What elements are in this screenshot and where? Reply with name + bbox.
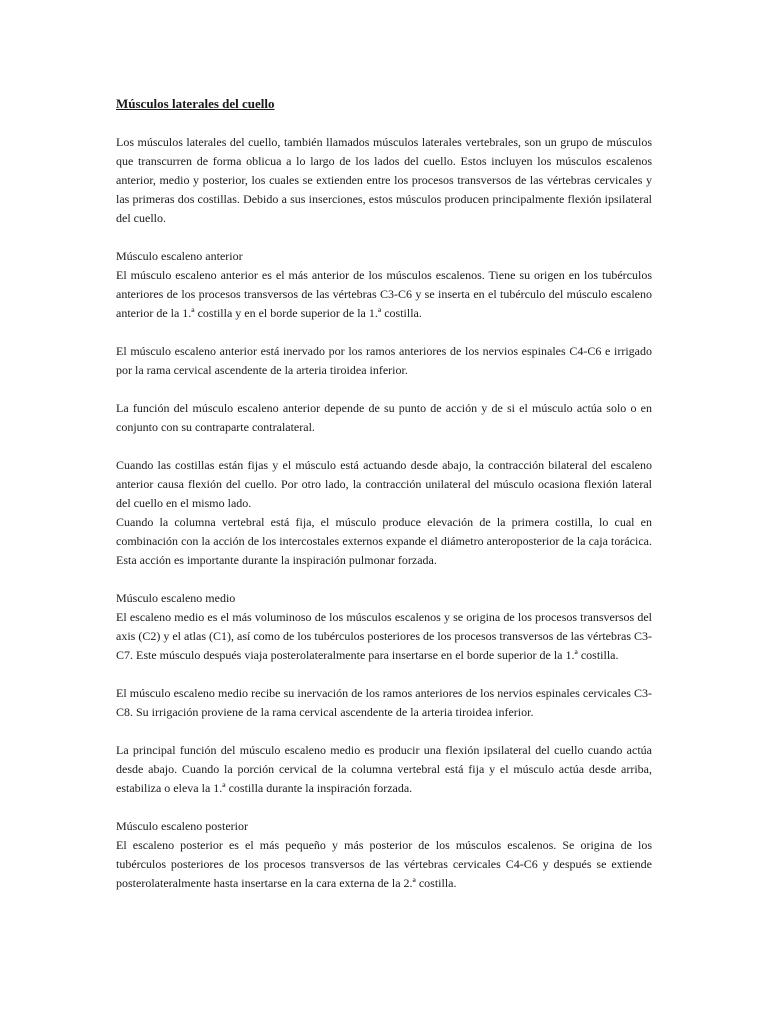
anterior-paragraph-3: La función del músculo escaleno anterior depende de su punto de acción y de si el músculo actúa solo o en conjunto con su contraparte contralateral. [116, 401, 652, 434]
document-title: Músculos laterales del cuello [116, 96, 275, 111]
section-heading-anterior: Músculo escaleno anterior [116, 249, 243, 263]
medio-paragraph-2: El músculo escaleno medio recibe su inervación de los ramos anteriores de los nervios espinales cervicales C3-C8. Su irrigación proviene de la rama cervical ascendente de la arteria tiroidea inferior. [116, 686, 652, 719]
posterior-paragraph-1: El escaleno posterior es el más pequeño y más posterior de los músculos escalenos. Se origina de los tubérculos posteriores de los procesos transversos de las vértebras cervicales C4-C6 y después se extiende posterolateralmente hasta insertarse en la cara externa de la 2.ª costilla. [116, 838, 652, 890]
anterior-paragraph-4: Cuando las costillas están fijas y el músculo está actuando desde abajo, la contracción bilateral del escaleno anterior causa flexión del cuello. Por otro lado, la contracción unilateral del músculo ocasiona flexión lateral del cuello en el mismo lado. [116, 458, 652, 510]
anterior-paragraph-1: El músculo escaleno anterior es el más anterior de los músculos escalenos. Tiene su origen en los tubérculos anteriores de los procesos transversos de las vértebras C3-C6 y se inserta en el tubérculo del músculo escaleno anterior de la 1.ª costilla y en el borde superior de la 1.ª costilla. [116, 268, 652, 320]
intro-paragraph: Los músculos laterales del cuello, también llamados músculos laterales vertebrales, son un grupo de músculos que transcurren de forma oblicua a lo largo de los lados del cuello. Estos incluyen los músculos escalenos anterior, medio y posterior, los cuales se extienden entre los procesos transversos de las vértebras cervicales y las primeras dos costillas. Debido a sus inserciones, estos músculos producen principalmente flexión ipsilateral del cuello. [116, 135, 652, 225]
section-heading-posterior: Músculo escaleno posterior [116, 819, 248, 833]
anterior-paragraph-2: El músculo escaleno anterior está inervado por los ramos anteriores de los nervios espinales C4-C6 e irrigado por la rama cervical ascendente de la arteria tiroidea inferior. [116, 344, 652, 377]
medio-paragraph-1: El escaleno medio es el más voluminoso de los músculos escalenos y se origina de los procesos transversos del axis (C2) y el atlas (C1), así como de los tubérculos posteriores de los procesos transversos de las vértebras C3-C7. Este músculo después viaja posterolateralmente para insertarse en el borde superior de la 1.ª costilla. [116, 610, 652, 662]
medio-paragraph-3: La principal función del músculo escaleno medio es producir una flexión ipsilateral del cuello cuando actúa desde abajo. Cuando la porción cervical de la columna vertebral está fija y el músculo actúa desde arriba, estabiliza o eleva la 1.ª costilla durante la inspiración forzada. [116, 743, 652, 795]
anterior-paragraph-5: Cuando la columna vertebral está fija, el músculo produce elevación de la primera costilla, lo cual en combinación con la acción de los intercostales externos expande el diámetro anteroposterior de la caja torácica. Esta acción es importante durante la inspiración pulmonar forzada. [116, 515, 652, 567]
section-heading-medio: Músculo escaleno medio [116, 591, 236, 605]
document-page [116, 94, 652, 912]
